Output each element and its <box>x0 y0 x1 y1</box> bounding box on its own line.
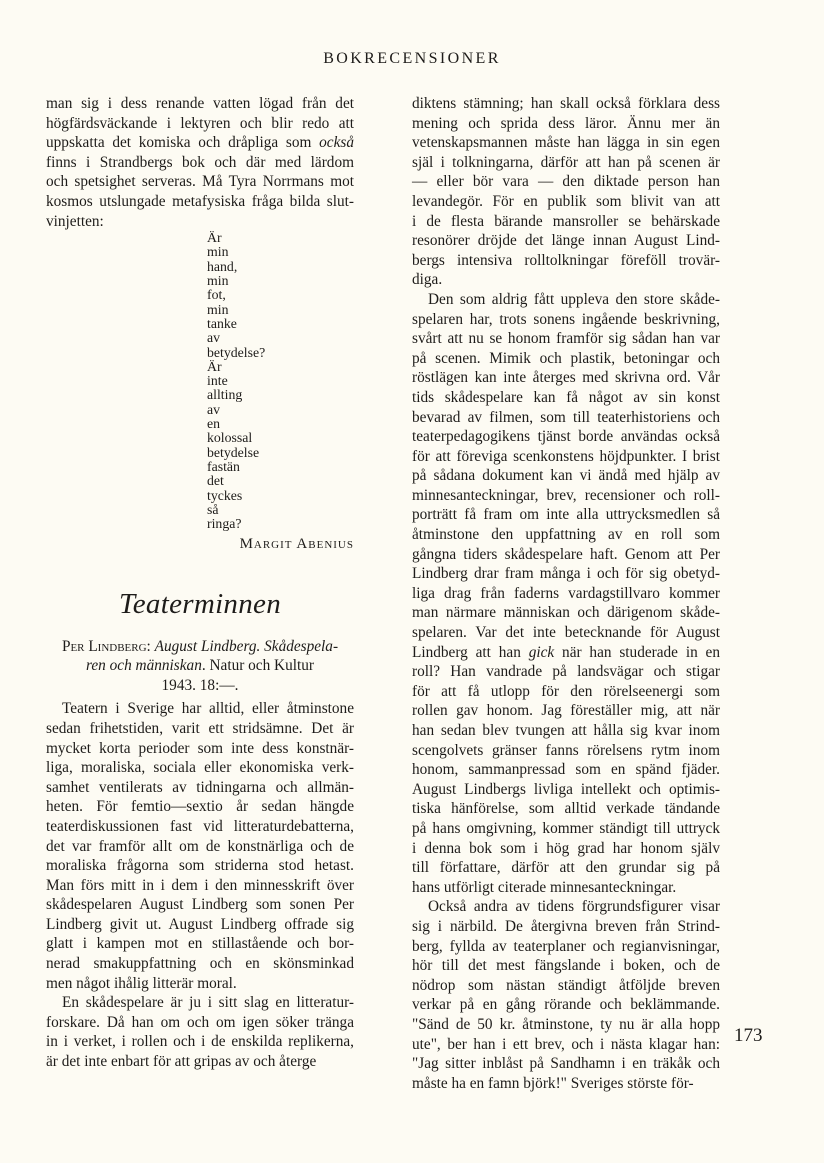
poem-line: betydelse? <box>207 344 266 360</box>
text-line: på sådana dokument kan vi ändå med hjälp av <box>412 467 720 485</box>
text-line: samhet ventilerats av tidningarna och allmän- <box>46 778 354 796</box>
text-line: högfärdsväckande i lektyren och blir redo att <box>46 114 354 132</box>
text-line: finns i Strandbergs bok och där med lärdom <box>46 153 354 171</box>
poem-line: Är <box>207 358 222 374</box>
text-line: Också andra av tidens förgrundsfigurer visar <box>428 898 720 916</box>
book-author: Per Lindberg: <box>61 637 151 655</box>
text-line: nerad smakuppfattning och en skönsminkad <box>46 955 354 973</box>
running-header: BOKRECENSIONER <box>323 50 501 67</box>
text-line: i denna bok som i hög grad har honom själv <box>412 839 720 857</box>
text-line: spelaren. Var det inte betecknande för August <box>412 624 720 642</box>
text-line: heten. För femtio—sextio år sedan hängde <box>46 798 354 816</box>
text-line: vetenskapsmannen måste han lägga in sin egen <box>412 134 720 152</box>
text-line: En skådespelare är ju i sitt slag en litteratur- <box>62 994 354 1012</box>
book-title: August Lindberg. Skådespela- <box>154 637 339 655</box>
text-line: diktens stämning; han skall också förklara dess <box>412 95 720 112</box>
publisher: . Natur och Kultur <box>201 657 314 675</box>
text-line: själ i tolkningarna, därför att han på scenen är <box>412 153 720 171</box>
text-line: Man förs mitt in i dem i den minnesskrift över <box>46 876 354 894</box>
emphasis: gick <box>528 643 555 661</box>
text-line: för att föreviga scenkonstens höjdpunkter. I brist <box>412 447 720 465</box>
text-fragment: när han studerade in en <box>554 643 720 661</box>
poem-line: av <box>207 401 221 417</box>
text-line: "Sänd de 50 kr. åtminstone, ty nu är alla hopp <box>412 1015 720 1033</box>
poem-line: tyckes <box>207 487 243 503</box>
text-line: resonörer dröjde det länge innan August Lind- <box>412 232 720 250</box>
text-line: han sedan blev tvungen att hålla sig kvar inom <box>412 722 720 739</box>
text-line: skådespelaren August Lindberg som sonen Per <box>46 896 354 914</box>
text-line: till författare, därför att den grundar sig på <box>412 859 720 877</box>
text-line: vinjetten: <box>46 212 104 230</box>
text-fragment: Lindberg att han <box>412 643 529 661</box>
poem-line: betydelse <box>207 444 260 460</box>
text-line: man sig i dess renande vatten lögad från det <box>46 95 354 112</box>
text-line: gångna tiders skådespelare haft. Genom att Per <box>412 545 720 563</box>
text-line: i de flesta bärande mansroller se behärskade <box>412 212 720 230</box>
text-line: in i verket, i rollen och i de enskilda replikerna, <box>46 1033 354 1051</box>
poem-line: hand, <box>207 258 238 274</box>
text-line: sig i närbild. De återgivna breven från Strind- <box>412 917 720 935</box>
text-line: ute", ber han i ett brev, och i nästa klagar han: <box>412 1035 720 1053</box>
text-line: teaterpedagogikens tjänst borde användas också <box>412 428 720 446</box>
text-line: på scenen. Mimik och plastik, betoningar och <box>412 349 720 367</box>
text-line: man närmare människan och därigenom skåde- <box>412 604 720 622</box>
text-line: liga, moraliska, sociala eller ekonomiska verk- <box>46 759 354 777</box>
text-line: — eller bör vara — den diktade person han <box>412 173 720 191</box>
emphasis: också <box>319 134 354 152</box>
text-line: är det inte enbart för att gripas av och återge <box>46 1053 317 1071</box>
text-line: röstlägen kan inte återges med skrivna ord. Vår <box>412 369 720 387</box>
text-fragment: uppskatta det komiska och dråpliga som <box>46 134 320 152</box>
text-line: mening och sprida dess läror. Ännu mer än <box>412 114 720 132</box>
left-column <box>46 94 354 1072</box>
poem-line: min <box>207 273 229 289</box>
text-line: roll? Han vandrade på landsvägar och stigar <box>412 663 720 681</box>
text-line: moraliska frågorna som striderna stod hetast. <box>46 857 354 875</box>
text-line: Den som aldrig fått uppleva den store skåde- <box>428 290 720 308</box>
text-line: tiska hänförelse, som alltid verkade tändande <box>412 800 720 818</box>
text-line <box>46 133 354 153</box>
right-column <box>412 94 720 1093</box>
text-line: sedan frihetstiden, varit ett stridsämne. Det är <box>46 719 354 737</box>
text-line: rollen gav honom. Jag föreställer mig, att när <box>412 702 720 720</box>
text-line: forskare. Då han om och om igen söker tränga <box>46 1013 354 1031</box>
poem <box>207 231 354 531</box>
text-line: måste ha en famn björk!" Sveriges störste för- <box>412 1074 694 1092</box>
text-line: men något ihålig litterär moral. <box>46 974 237 992</box>
poem-line: allting <box>207 387 243 403</box>
poem-line: min <box>207 301 229 317</box>
bibliographic-entry <box>46 637 354 696</box>
text-line: Lindberg drar fram många i och för sig obetyd- <box>412 565 720 583</box>
text-line: hans utförligt citerade minnesanteckningar. <box>412 878 677 896</box>
text-line: levandegör. För en publik som blivit van att <box>412 192 720 210</box>
poem-line: tanke <box>207 315 237 331</box>
poem-line: det <box>207 473 224 489</box>
review-body <box>46 699 354 1071</box>
text-line: teaterdiskussionen fast vid litteraturdebatterna, <box>46 817 354 835</box>
text-line: liga drag från faderns vardagstillvaro kommer <box>412 584 720 602</box>
text-line: och spetsighet serveras. Må Tyra Norrmans mot <box>46 173 354 191</box>
author-signature: Margit Abenius <box>239 536 354 553</box>
text-line: August Lindbergs livliga intellekt och optimis- <box>412 780 720 798</box>
book-title-cont: ren och människan <box>86 657 202 675</box>
year-price: 1943. 18:—. <box>161 676 239 694</box>
review-title: Teaterminnen <box>118 587 282 620</box>
text-line: honom, sammanpressad som en spänd fjäder. <box>412 761 720 779</box>
text-line <box>412 643 720 663</box>
text-line: Lindberg givit ut. August Lindberg offrade sig <box>46 915 354 933</box>
poem-line: av <box>207 330 221 346</box>
text-line: bergs intensiva rolltolkningar föreföll trovär- <box>412 251 720 269</box>
poem-line: kolossal <box>207 430 253 446</box>
text-line: minnesanteckningar, brev, recensioner och roll- <box>412 486 720 504</box>
page-number: 173 <box>734 1025 763 1046</box>
text-line: porträtt få fram om inte alla uttrycksmedlen så <box>412 506 720 524</box>
poem-line: inte <box>207 373 228 389</box>
text-line: spelaren har, trots sonens ingående beskrivning, <box>412 310 720 328</box>
poem-line: fot, <box>207 287 226 303</box>
text-line: kosmos utslungade metafysiska fråga bilda slut- <box>46 192 354 210</box>
text-line: diga. <box>412 271 443 289</box>
text-line: Teatern i Sverige har alltid, eller åtminstone <box>62 700 354 718</box>
text-line: svårt att nu se honom framför sig sådan han var <box>412 330 720 348</box>
text-line: på hans omgivning, kommer ständigt till uttryck <box>412 819 720 837</box>
text-line: hör till det mest fängslande i boken, och de <box>412 957 720 975</box>
poem-line: ringa? <box>207 516 242 532</box>
poem-line: fastän <box>207 458 240 474</box>
text-line: verkar på en gång rörande och beklämmande. <box>412 996 720 1014</box>
text-line: bevarad av filmen, som till teaterhistoriens och <box>412 408 720 426</box>
text-line: det var framför allt om de konstnärliga och de <box>46 837 354 855</box>
poem-line: Är <box>207 230 222 246</box>
text-line: mycket korta perioder som inte dess konstnär- <box>46 739 354 757</box>
text-line: berg, fyllda av teaterplaner och regianvisningar, <box>412 937 720 955</box>
text-line: scengolvets gränser fanns rörelsens rytm inom <box>412 741 720 759</box>
text-line: för att få utlopp för den rörelseenergi som <box>412 682 720 700</box>
text-line: "Jag sitter inblåst på Sandhamn i en träkåk och <box>412 1055 720 1073</box>
text-line: nödrop som nästan ständigt åtföljde breven <box>412 976 720 994</box>
poem-line: så <box>207 501 219 517</box>
text-line: åtminstone den uppfattning av en roll som <box>412 526 720 544</box>
text-line: glatt i kampen mot en stillastående och bor- <box>46 935 354 953</box>
poem-line: min <box>207 244 229 260</box>
text-line: tids skådespelare kan få något av sin konst <box>412 388 720 406</box>
poem-line: en <box>207 416 221 432</box>
